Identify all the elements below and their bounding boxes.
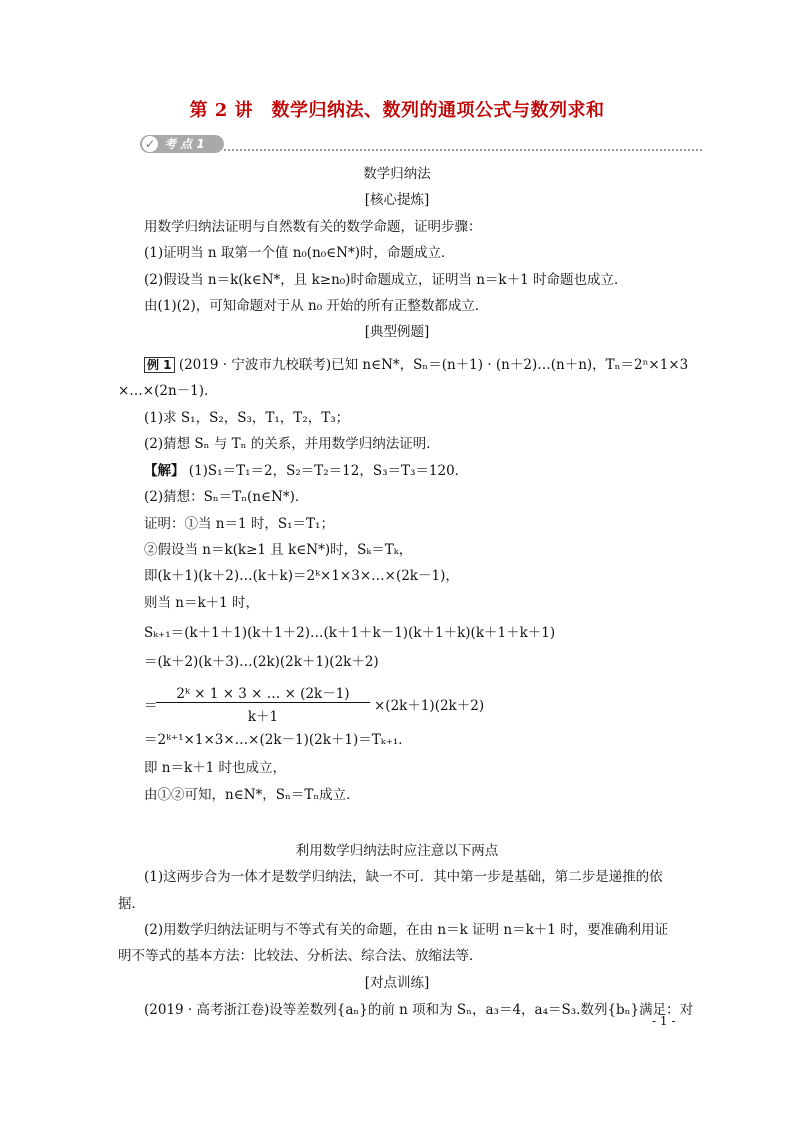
step-1-text: (1)证明当 n 取第一个值 n₀(n₀∈N*)时，命题成立． — [144, 245, 455, 261]
conclusion-text: 由(1)(2)，可知命题对于从 n₀ 开始的所有正整数都成立． — [144, 298, 489, 314]
question-1: (1)求 S₁，S₂，S₃，T₁，T₂，T₃； — [144, 410, 350, 426]
core-subheading: [核心提炼] — [364, 192, 430, 208]
example-1-line-1 — [144, 356, 688, 374]
practice-problem-1: (2019 · 高考浙江卷)设等差数列{aₙ}的前 n 项和为 Sₙ，a₃＝4，a₄＝S₃.数列{bₙ}满足：对 — [144, 1002, 694, 1018]
intro-text: 用数学归纳法证明与自然数有关的数学命题，证明步骤： — [144, 219, 482, 235]
fraction-equals: ＝ — [144, 698, 158, 714]
dotted-divider — [224, 149, 702, 151]
section-badge — [140, 135, 224, 153]
note-1-line-2: 据． — [118, 896, 145, 912]
proof-line-2: ②假设当 n＝k(k≥1 且 k∈N*)时，Sₖ＝Tₖ， — [144, 542, 413, 558]
fraction-numerator: 2ᵏ × 1 × 3 × … × (2k－1) — [176, 686, 350, 702]
example-1-line-2: ×…×(2n－1)． — [118, 383, 218, 399]
example-1-statement: (2019 · 宁波市九校联考)已知 n∈N*，Sₙ＝(n＋1) · (n＋2)…(n＋n)，Tₙ＝2ⁿ×1×3 — [178, 357, 689, 373]
check-icon: ✓ — [142, 136, 158, 152]
fraction-tail: ×(2k＋1)(2k＋2) — [374, 698, 485, 714]
solution-line-2: (2)猜想：Sₙ＝Tₙ(n∈N*)． — [144, 489, 309, 505]
page-number: - 1 - — [652, 1014, 676, 1028]
proof-line-10: 由①②可知，n∈N*，Sₙ＝Tₙ成立． — [144, 787, 360, 803]
section-badge-row — [140, 135, 702, 157]
note-1-line-1: (1)这两步合为一体才是数学归纳法，缺一不可．其中第一步是基础，第二步是递推的依 — [144, 869, 663, 885]
example-1-badge: 例 1 — [144, 357, 175, 373]
fraction-equation — [144, 682, 564, 725]
proof-line-3: 即(k＋1)(k＋2)…(k＋k)＝2ᵏ×1×3×…×(2k－1)， — [144, 568, 459, 584]
solution-part-1: (1)S₁＝T₁＝2，S₂＝T₂＝12，S₃＝T₃＝120． — [188, 463, 469, 479]
practice-subheading: [对点训练] — [364, 975, 430, 991]
proof-line-6: ＝(k＋2)(k＋3)…(2k)(2k＋1)(2k＋2) — [144, 654, 379, 670]
examples-subheading: [典型例题] — [364, 324, 430, 340]
step-2-text: (2)假设当 n＝k(k∈N*，且 k≥n₀)时命题成立，证明当 n＝k＋1 时命题也成立． — [144, 272, 628, 288]
page-title: 第 2 讲 数学归纳法、数列的通项公式与数列求和 — [189, 100, 605, 121]
section-heading: 数学归纳法 — [363, 166, 431, 182]
proof-line-1: 证明：①当 n＝1 时，S₁＝T₁； — [144, 516, 334, 532]
proof-line-8: ＝2ᵏ⁺¹×1×3×…×(2k－1)(2k＋1)＝Tₖ₊₁． — [144, 732, 412, 748]
proof-line-4: 则当 n＝k＋1 时， — [144, 595, 260, 611]
fraction-bar — [156, 702, 370, 703]
note-2-line-1: (2)用数学归纳法证明与不等式有关的命题，在由 n＝k 证明 n＝k＋1 时，要准确利用证 — [144, 922, 669, 938]
solution-label: 【解】 — [144, 463, 185, 479]
notes-heading: 利用数学归纳法时应注意以下两点 — [295, 843, 499, 859]
section-badge-label: 考 点 1 — [164, 137, 205, 151]
solution-line-1 — [144, 462, 468, 480]
proof-line-9: 即 n＝k＋1 时也成立， — [144, 760, 287, 776]
question-2: (2)猜想 Sₙ 与 Tₙ 的关系，并用数学归纳法证明． — [144, 436, 440, 452]
note-2-line-2: 明不等式的基本方法：比较法、分析法、综合法、放缩法等． — [118, 948, 483, 964]
proof-line-5: Sₖ₊₁＝(k＋1＋1)(k＋1＋2)…(k＋1＋k－1)(k＋1＋k)(k＋1＋k＋1) — [144, 625, 556, 641]
fraction-denominator: k＋1 — [247, 709, 279, 725]
